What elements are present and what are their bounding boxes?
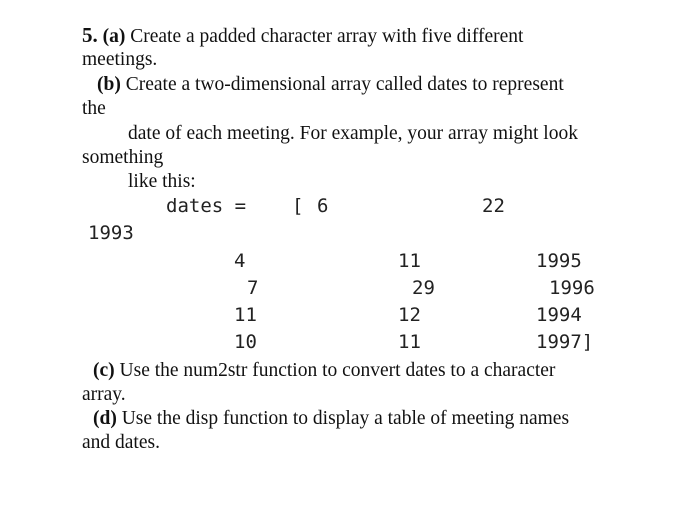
- code-assign: dates =: [166, 195, 247, 217]
- code-row4-month: 10: [234, 331, 257, 353]
- part-b-text: Create a two-dimensional array called dates to represent: [125, 74, 564, 95]
- part-d-line-1: [93, 409, 569, 429]
- part-c-tag: (c): [93, 360, 115, 381]
- code-row0-year: 1993: [88, 222, 134, 244]
- code-row3-month: 11: [234, 304, 257, 326]
- code-row1-month: 4: [234, 250, 246, 272]
- code-row0-day: 6: [317, 195, 329, 217]
- part-c-line-2: array.: [82, 384, 126, 405]
- part-b-tag: (b): [97, 74, 121, 95]
- code-row2-month: 7: [247, 277, 259, 299]
- code-row0-month: 22: [482, 195, 505, 217]
- code-row3-day: 12: [398, 304, 421, 326]
- part-b-line-2: the: [82, 98, 106, 119]
- part-b-line-5: like this:: [128, 171, 196, 192]
- part-a-text: Create a padded character array with five different: [130, 26, 524, 47]
- part-a-line-2: meetings.: [82, 49, 158, 70]
- code-row3-year: 1994: [536, 304, 582, 326]
- part-d-line-2: and dates.: [82, 432, 160, 453]
- part-c-line-1: [93, 361, 555, 381]
- code-row2-day: 29: [412, 277, 435, 299]
- code-row1-day: 11: [398, 250, 421, 272]
- part-a-tag: (a): [102, 26, 126, 47]
- code-row1-year: 1995: [536, 250, 582, 272]
- part-b-line-1: [97, 75, 564, 95]
- part-b-line-3: date of each meeting. For example, your array might look: [128, 123, 578, 144]
- question-number: 5.: [82, 23, 98, 47]
- code-row4-year: 1997]: [536, 331, 594, 353]
- code-row4-day: 11: [398, 331, 421, 353]
- part-a-line-1: [82, 25, 523, 47]
- part-d-tag: (d): [93, 408, 117, 429]
- code-open-bracket: [: [292, 195, 304, 217]
- code-row2-year: 1996: [549, 277, 595, 299]
- part-c-text: Use the num2str function to convert dates to a character: [119, 360, 556, 381]
- part-d-text: Use the disp function to display a table of meeting names: [121, 408, 570, 429]
- part-b-line-4: something: [82, 147, 164, 168]
